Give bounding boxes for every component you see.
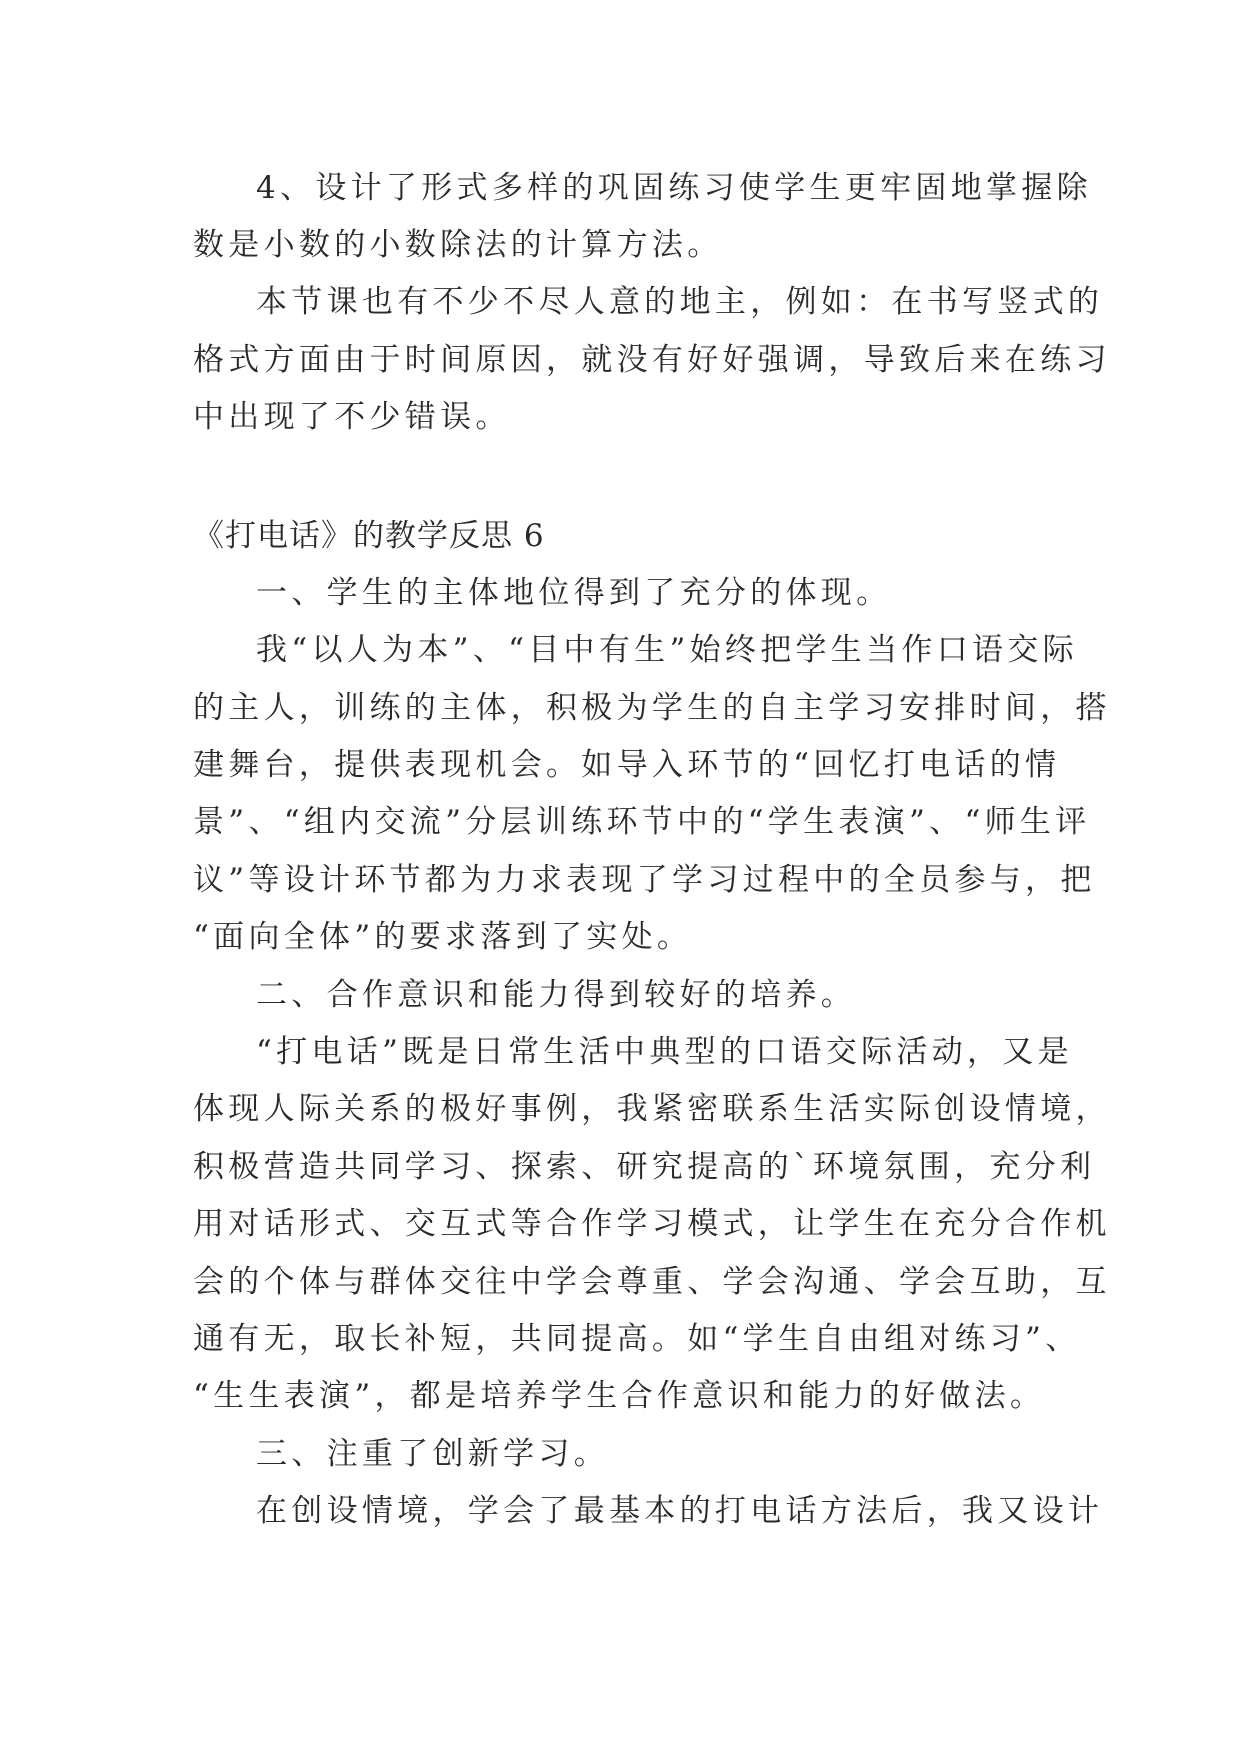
paragraph-line: “生生表演”，都是培养学生合作意识和能力的好做法。 <box>193 1378 1046 1414</box>
paragraph-line: 议”等设计环节都为力求表现了学习过程中的全员参与，把 <box>193 862 1096 898</box>
paragraph-line: 通有无，取长补短，共同提高。如“学生自由组对练习”、 <box>193 1321 1081 1357</box>
paragraph-line: 我“以人为本”、“目中有生”始终把学生当作口语交际 <box>256 632 1078 668</box>
paragraph-line: 建舞台，提供表现机会。如导入环节的“回忆打电话的情 <box>193 747 1061 783</box>
paragraph-line: 会的个体与群体交往中学会尊重、学会沟通、学会互助，互 <box>193 1264 1111 1300</box>
paragraph-line: 的主人，训练的主体，积极为学生的自主学习安排时间，搭 <box>193 690 1111 726</box>
section-heading: 《打电话》的教学反思 6 <box>193 518 545 554</box>
paragraph-line: 一、学生的主体地位得到了充分的体现。 <box>256 575 892 611</box>
paragraph-line: 在创设情境，学会了最基本的打电话方法后，我又设计 <box>256 1493 1104 1529</box>
paragraph-line: 体现人际关系的极好事例，我紧密联系生活实际创设情境， <box>193 1091 1111 1127</box>
paragraph-line: 本节课也有不少不尽人意的地主，例如：在书写竖式的 <box>256 284 1104 320</box>
paragraph-line: 数是小数的小数除法的计算方法。 <box>193 227 723 263</box>
paragraph-line: “面向全体”的要求落到了实处。 <box>193 919 693 955</box>
paragraph-line: 积极营造共同学习、探索、研究提高的`环境氛围，充分利 <box>193 1149 1096 1185</box>
paragraph-line: 4、设计了形式多样的巩固练习使学生更牢固地掌握除 <box>256 170 1092 206</box>
paragraph-line: 景”、“组内交流”分层训练环节中的“学生表演”、“师生评 <box>193 804 1091 840</box>
paragraph-line: “打电话”既是日常生活中典型的口语交际活动，又是 <box>256 1034 1073 1070</box>
paragraph-line: 二、合作意识和能力得到较好的培养。 <box>256 977 857 1013</box>
paragraph-line: 三、注重了创新学习。 <box>256 1436 609 1472</box>
paragraph-line: 格式方面由于时间原因，就没有好好强调，导致后来在练习 <box>193 342 1111 378</box>
paragraph-line: 用对话形式、交互式等合作学习模式，让学生在充分合作机 <box>193 1206 1111 1242</box>
paragraph-line: 中出现了不少错误。 <box>193 399 511 435</box>
